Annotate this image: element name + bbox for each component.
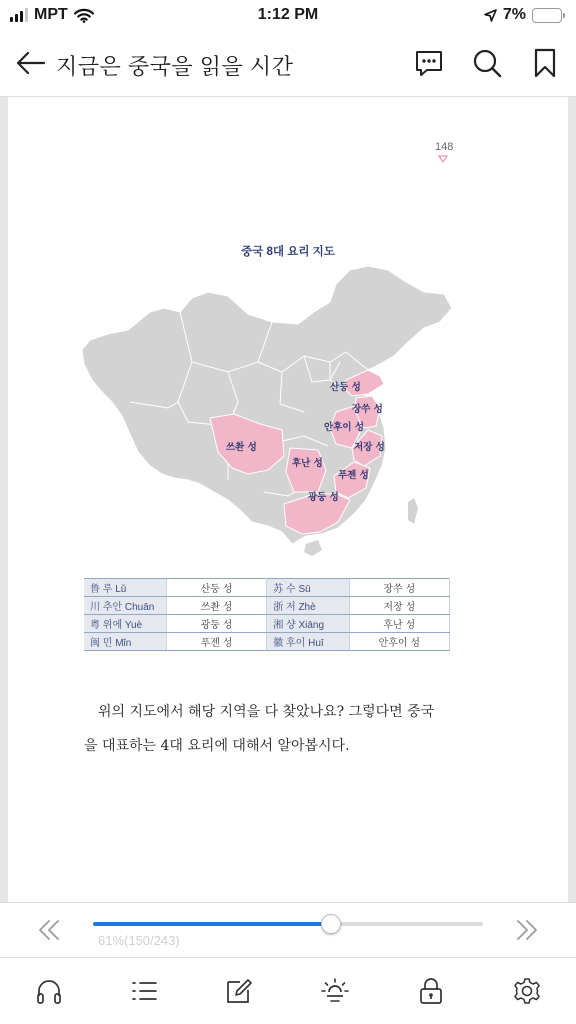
book-page <box>8 97 568 903</box>
body-line-1: 위의 지도에서 해당 지역을 다 찾았나요? 그렇다면 중국 <box>98 704 435 720</box>
progress-label: 61%(150/243) <box>98 933 180 948</box>
map-title: 중국 8대 요리 지도 <box>241 246 335 258</box>
cuisine-name: 湘 샹 Xiāng <box>267 615 349 633</box>
taiwan-outline <box>408 498 418 524</box>
bottom-toolbar <box>0 957 576 1024</box>
map-label-hunan: 후난 성 <box>292 458 323 469</box>
map-label-guangdong: 광둥 성 <box>308 492 339 503</box>
battery-percent: 7% <box>502 6 526 23</box>
headphones-icon[interactable] <box>34 976 64 1006</box>
progress-thumb[interactable] <box>321 914 341 934</box>
list-icon[interactable] <box>129 976 159 1006</box>
cuisine-province: 푸젠 성 <box>166 633 266 651</box>
cuisine-name: 闽 민 Mǐn <box>84 633 166 651</box>
map-label-anhui: 안후이 성 <box>324 422 365 433</box>
location-arrow-icon <box>484 9 497 22</box>
status-right <box>484 6 562 24</box>
cuisine-name: 苏 수 Sū <box>267 579 349 597</box>
status-bar <box>0 0 576 32</box>
cuisine-province: 저장 성 <box>349 597 449 615</box>
search-icon[interactable] <box>470 46 504 80</box>
page-marker-icon <box>438 155 448 163</box>
back-arrow-icon[interactable] <box>14 48 48 78</box>
cuisine-province: 광둥 성 <box>166 615 266 633</box>
table-row <box>84 597 450 615</box>
table-row <box>84 579 450 597</box>
book-title: 지금은 중국을 읽을 시간 <box>56 54 294 79</box>
hainan-outline <box>304 540 322 556</box>
cuisine-name: 浙 저 Zhè <box>267 597 349 615</box>
map-label-sichuan: 쓰촨 성 <box>226 442 257 453</box>
cuisine-name: 粤 위에 Yuè <box>84 615 166 633</box>
page-viewport[interactable] <box>0 96 576 902</box>
china-cuisine-map <box>68 252 458 562</box>
region-hunan <box>286 448 326 492</box>
reader-header <box>0 36 576 92</box>
table-row <box>84 633 450 651</box>
double-chevron-left-icon[interactable] <box>34 917 64 943</box>
progress-fill <box>93 922 331 926</box>
settings-icon[interactable] <box>512 976 542 1006</box>
cuisine-province: 산둥 성 <box>166 579 266 597</box>
map-label-jiangsu: 장쑤 성 <box>352 404 383 415</box>
cuisine-name: 徽 후이 Huī <box>267 633 349 651</box>
bookmark-icon[interactable] <box>528 46 562 80</box>
comment-icon[interactable] <box>412 46 446 80</box>
reading-progress <box>0 902 576 956</box>
cuisine-name: 鲁 루 Lǔ <box>84 579 166 597</box>
progress-slider[interactable] <box>93 922 483 926</box>
cuisine-province: 안후이 성 <box>349 633 449 651</box>
carrier-label: MPT <box>34 6 68 23</box>
lock-icon[interactable] <box>416 976 446 1006</box>
china-outline <box>82 266 452 544</box>
cuisine-province: 장쑤 성 <box>349 579 449 597</box>
map-label-fujian: 푸젠 성 <box>338 470 369 481</box>
cuisine-province: 쓰촨 성 <box>166 597 266 615</box>
table-row <box>84 615 450 633</box>
battery-icon <box>532 8 562 23</box>
cuisine-table <box>84 578 450 651</box>
cuisine-name: 川 추안 Chuān <box>84 597 166 615</box>
cuisine-province: 후난 성 <box>349 615 449 633</box>
body-line-2: 을 대표하는 4대 요리에 대해서 알아봅시다. <box>84 738 350 754</box>
status-time: 1:12 PM <box>257 6 319 23</box>
double-chevron-right-icon[interactable] <box>512 917 542 943</box>
map-label-zhejiang: 저장 성 <box>354 442 385 453</box>
map-label-shandong: 산둥 성 <box>330 382 361 393</box>
page-body-text <box>84 695 464 763</box>
brightness-icon[interactable] <box>320 976 350 1006</box>
edit-note-icon[interactable] <box>224 976 254 1006</box>
page-number: 148 <box>435 141 454 153</box>
